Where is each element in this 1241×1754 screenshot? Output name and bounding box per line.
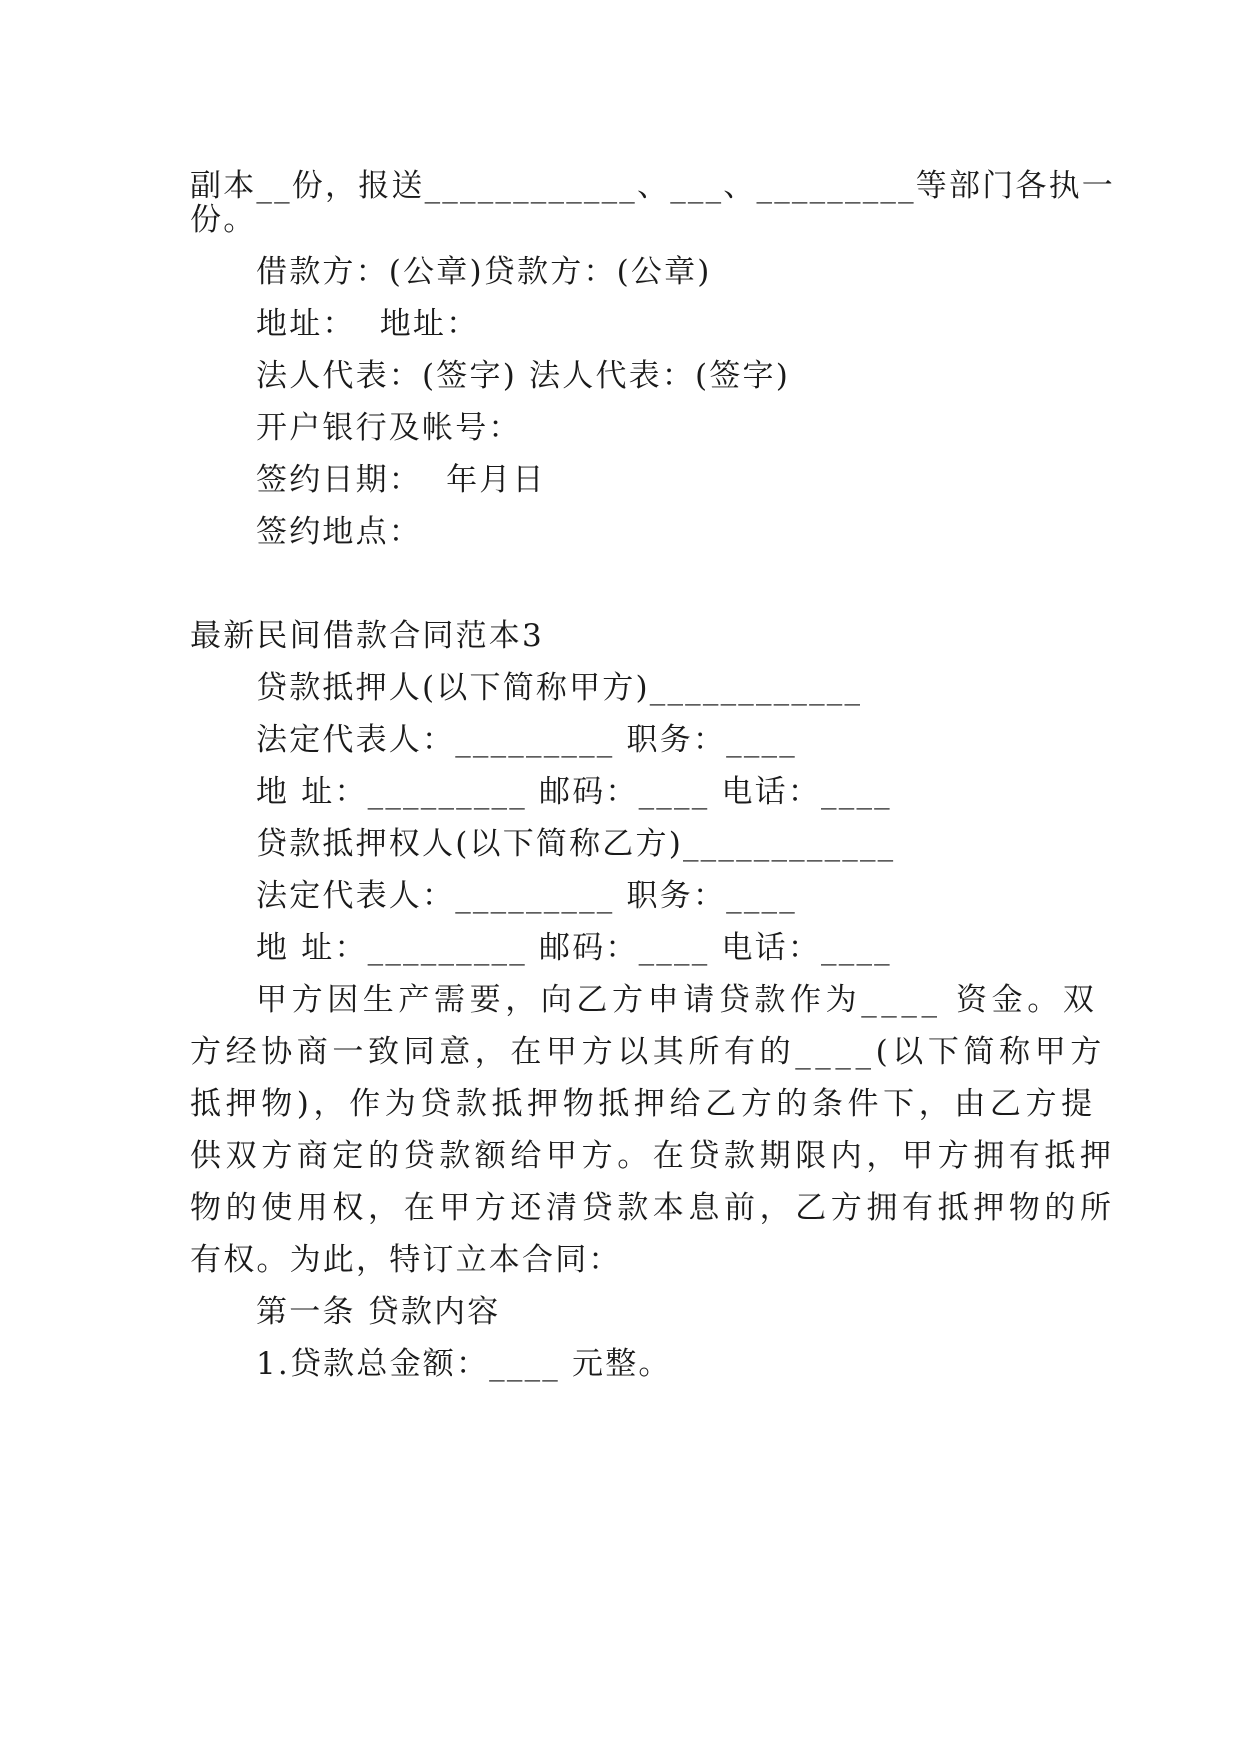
body-paragraph-line-6: 有权。为此，特订立本合同：: [190, 1242, 622, 1278]
mortgagee-address: 地 址：_________ 邮码：____ 电话：____: [256, 930, 892, 966]
body-paragraph-line-1: 甲方因生产需要，向乙方申请贷款作为____ 资金。双: [256, 982, 1099, 1018]
mortgagor-representative: 法定代表人：_________ 职务：____: [256, 722, 797, 758]
mortgagor-address: 地 址：_________ 邮码：____ 电话：____: [256, 774, 892, 810]
signature-legal-representative: 法人代表：(签字) 法人代表：(签字): [256, 358, 791, 394]
mortgagee-representative: 法定代表人：_________ 职务：____: [256, 878, 797, 914]
mortgagor-line: 贷款抵押人(以下简称甲方)____________: [256, 670, 863, 706]
paragraph-copies-line-end: 份。: [190, 202, 257, 238]
body-paragraph-line-2: 方经协商一致同意，在甲方以其所有的____(以下简称甲方: [190, 1034, 1106, 1070]
paragraph-copies-line: 副本__份，报送____________、___、_________等部门各执一: [190, 168, 1115, 204]
body-paragraph-line-4: 供双方商定的贷款额给甲方。在贷款期限内，甲方拥有抵押: [190, 1138, 1116, 1174]
mortgagee-line: 贷款抵押权人(以下简称乙方)____________: [256, 826, 896, 862]
body-paragraph-line-5: 物的使用权，在甲方还清贷款本息前，乙方拥有抵押物的所: [190, 1190, 1116, 1226]
signature-place: 签约地点：: [256, 514, 422, 550]
article-one-heading: 第一条 贷款内容: [256, 1294, 501, 1330]
body-paragraph-line-3: 抵押物)，作为贷款抵押物抵押给乙方的条件下，由乙方提: [190, 1086, 1097, 1122]
signature-address: 地址： 地址：: [256, 306, 480, 342]
loan-total-amount: 1.贷款总金额：____ 元整。: [256, 1346, 672, 1382]
signature-date: 签约日期： 年月日: [256, 462, 546, 498]
section-title: 最新民间借款合同范本3: [190, 618, 544, 654]
signature-bank-account: 开户银行及帐号：: [256, 410, 522, 446]
signature-parties: 借款方：(公章)贷款方：(公章): [256, 254, 712, 290]
